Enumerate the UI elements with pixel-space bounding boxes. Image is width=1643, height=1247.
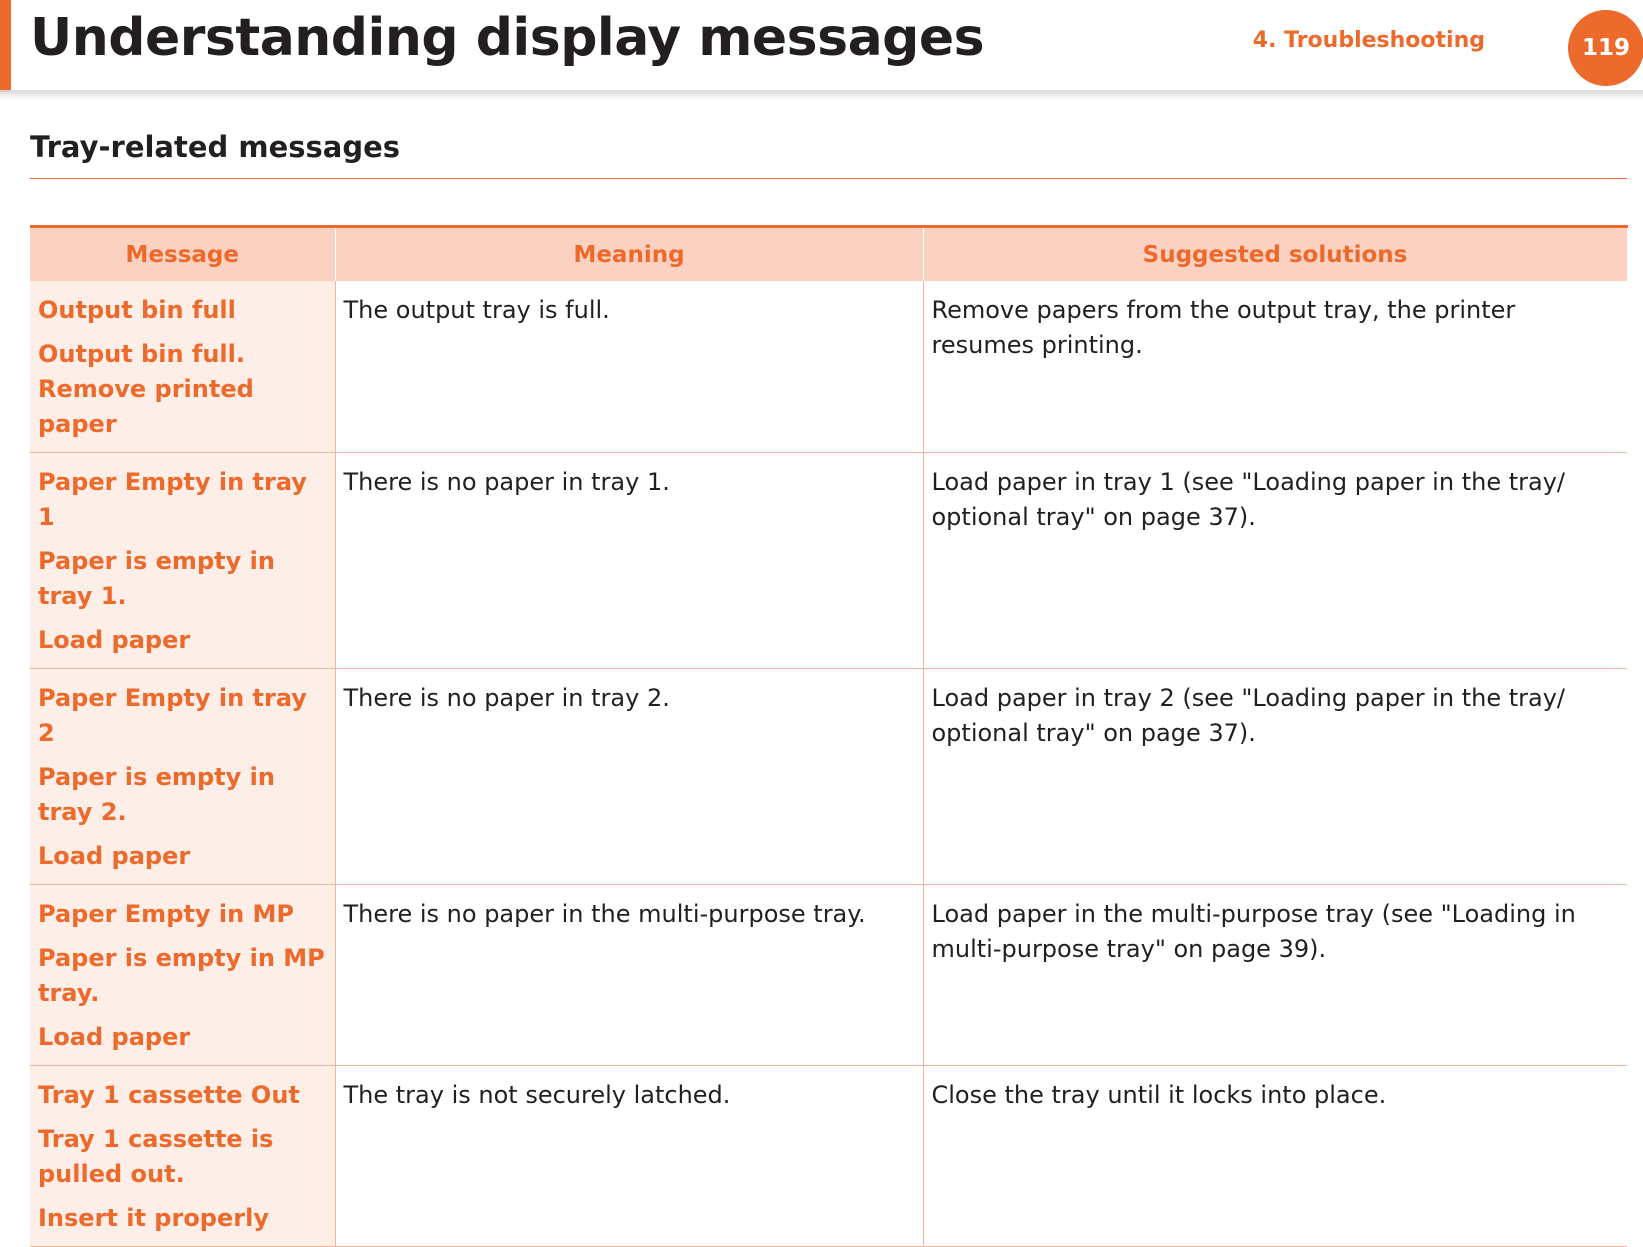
message-text: Tray 1 cassette is pulled out.	[38, 1125, 274, 1188]
message-cell	[30, 885, 335, 1066]
messages-table	[30, 225, 1628, 1247]
message-text: Paper is empty in MP tray.	[38, 944, 325, 1007]
table-row	[30, 281, 1627, 453]
message-text: Paper is empty in tray 1.	[38, 547, 275, 610]
meaning-cell: There is no paper in tray 1.	[335, 453, 923, 669]
message-text: Insert it properly	[38, 1204, 269, 1232]
message-text: Paper is empty in tray 2.	[38, 763, 275, 826]
message-text: Paper Empty in tray 2	[38, 684, 307, 747]
solution-cell: Load paper in the multi-purpose tray (see "Loading in multi-purpose tray" on page 39).	[923, 885, 1627, 1066]
header-accent-bar	[0, 0, 11, 92]
message-text: Load paper	[38, 1023, 191, 1051]
solution-cell: Load paper in tray 1 (see "Loading paper in the tray/ optional tray" on page 37).	[923, 453, 1627, 669]
message-text: Tray 1 cassette Out	[38, 1081, 300, 1109]
page-title: Understanding display messages	[30, 8, 985, 68]
table-row	[30, 885, 1627, 1066]
meaning-cell: The output tray is full.	[335, 281, 923, 453]
message-cell	[30, 281, 335, 453]
column-header-message: Message	[30, 227, 335, 282]
section-title: Tray-related messages	[30, 130, 401, 164]
solution-cell: Remove papers from the output tray, the printer resumes printing.	[923, 281, 1627, 453]
column-header-meaning: Meaning	[335, 227, 923, 282]
meaning-cell: The tray is not securely latched.	[335, 1066, 923, 1247]
message-cell	[30, 669, 335, 885]
solution-cell: Load paper in tray 2 (see "Loading paper in the tray/ optional tray" on page 37).	[923, 669, 1627, 885]
message-text: Output bin full	[38, 296, 236, 324]
message-text: Paper Empty in MP	[38, 900, 294, 928]
page-number: 119	[1582, 35, 1631, 61]
table-row	[30, 453, 1627, 669]
message-text: Output bin full. Remove printed paper	[38, 340, 254, 438]
solution-cell: Close the tray until it locks into place.	[923, 1066, 1627, 1247]
message-cell	[30, 453, 335, 669]
message-text: Load paper	[38, 626, 191, 654]
meaning-cell: There is no paper in the multi-purpose tray.	[335, 885, 923, 1066]
message-text: Paper Empty in tray 1	[38, 468, 307, 531]
table-header-row	[30, 227, 1627, 282]
table-row	[30, 1066, 1627, 1247]
message-text: Load paper	[38, 842, 191, 870]
page-number-badge	[1568, 10, 1643, 86]
column-header-solutions: Suggested solutions	[923, 227, 1627, 282]
meaning-cell: There is no paper in tray 2.	[335, 669, 923, 885]
table-row	[30, 669, 1627, 885]
chapter-label: 4. Troubleshooting	[1252, 28, 1485, 53]
header-divider	[0, 90, 1643, 100]
section-divider	[30, 178, 1627, 179]
message-cell	[30, 1066, 335, 1247]
